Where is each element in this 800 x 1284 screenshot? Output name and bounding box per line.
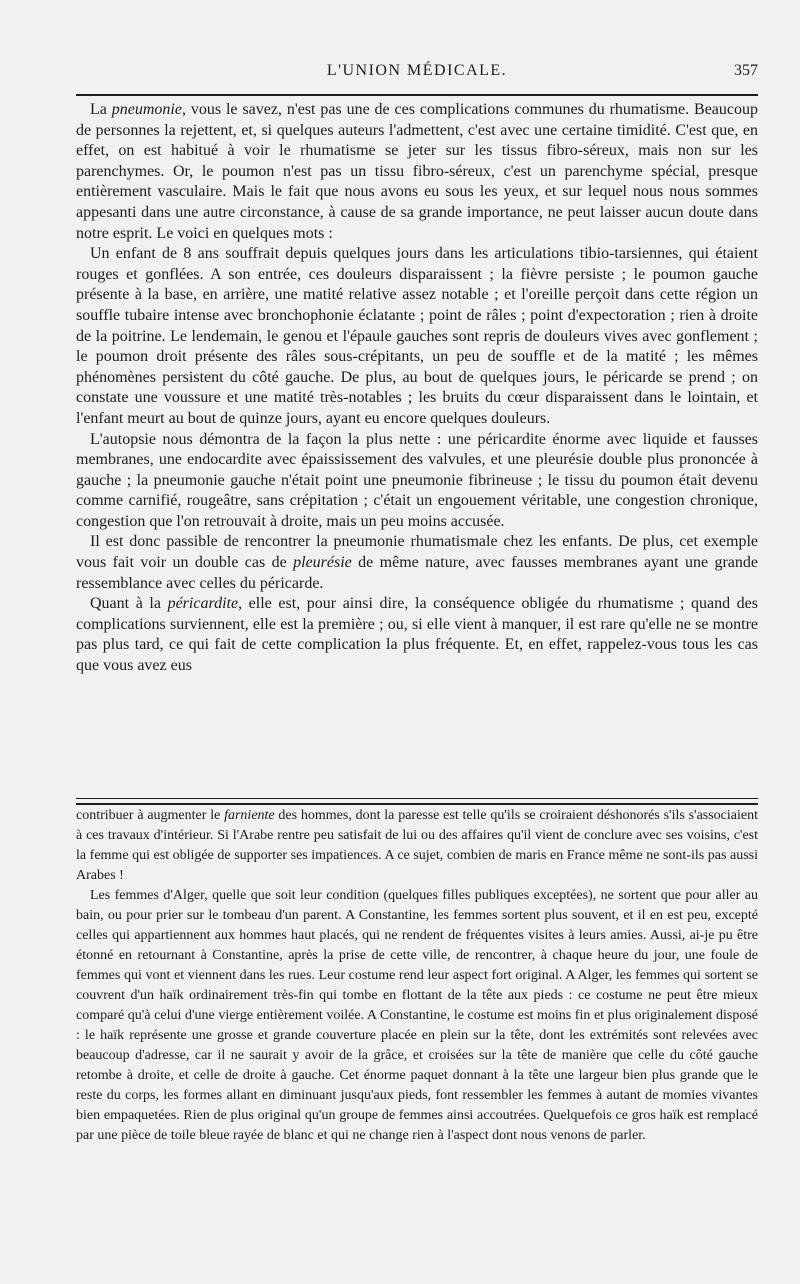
header-rule — [76, 94, 758, 96]
paragraph-pleuresie: Il est donc passible de rencontrer la pneumonie rhumatismale chez les enfants. De plus, cet exemple vous fait voir un double cas de pleurésie de même nature, avec fausses membranes ayant une grande ressemblance avec celles du péricarde. — [76, 533, 758, 592]
footnote — [76, 806, 758, 1146]
paragraph-autopsie: L'autopsie nous démontra de la façon la plus nette : une péricardite énorme avec liquide et fausses membranes, une endocardite avec épaississement des valvules, et une pleurésie double plus prononcée à gauche ; la pneumonie gauche n'était point une pneumonie fibrineuse ; le tissu du poumon était devenu comme carnifié, rougeâtre, sans crépitation ; c'était un engouement véritable, une congestion chronique, congestion que l'on retrouvait à droite, mais un peu moins accusée. — [76, 430, 758, 530]
page-header — [76, 56, 758, 90]
footnote-paragraph-farniente: contribuer à augmenter le farniente des hommes, dont la paresse est telle qu'ils se croiraient déshonorés s'ils s'associaient à ces travaux d'intérieur. Si l'Arabe rentre peu satisfait de lui ou des affaires qu'il vient de conclure avec ses voisins, c'est la femme qui est obligée de supporter ses impatiences. A ce sujet, combien de maris en France même ne sont-ils pas aussi Arabes ! — [76, 808, 758, 883]
main-text — [76, 100, 758, 677]
document-page — [76, 56, 758, 1236]
paragraph-pneumonie: La pneumonie, vous le savez, n'est pas une de ces complications communes du rhumatisme. Beaucoup de personnes la rejettent, et, si quelques auteurs l'admettent, c'est avec une certaine timidité. C'est que, en effet, on est habitué à voir le rhumatisme se jeter sur les tissus fibro-séreux, mais non sur les parenchymes. Or, le poumon n'est pas un tissu fibro-séreux, c'est un parenchyme spécial, presque entièrement vasculaire. Mais le fait que nous avons eu sous les yeux, et sur lequel nous nous sommes appesanti dans une autre circonstance, à cause de sa grande importance, ne peut laisser aucun doute dans notre esprit. Le voici en quelques mots : — [76, 101, 759, 242]
italic-term: pleurésie — [293, 554, 352, 572]
footnote-separator — [76, 798, 758, 805]
running-title: L'UNION MÉDICALE. — [326, 62, 508, 79]
italic-term: pneumonie — [111, 101, 182, 118]
footnote-paragraph-femmes: Les femmes d'Alger, quelle que soit leur condition (quelques filles publiques exceptées), ne sortent que pour aller au bain, ou pour prier sur le tombeau d'un parent. A Constantine, les femmes sortent plus souvent, et il en est peu, excepté celles qui appartiennent aux hommes haut placés, qui ne rendent de fréquentes visites à leurs amies. Aussi, ai-je pu être étonné en retournant à Constantine, après la prise de cette ville, de rencontrer, à chaque heure du jour, une foule de femmes qui vont et viennent dans les rues. Leur costume rend leur aspect fort original. A Alger, les femmes qui sortent se couvrent d'un haïk ordinairement très-fin qui tombe en flottant de la tête aux pieds : ce costume ne peut être mieux comparé qu'à celui d'une vierge entièrement voilée. A Constantine, le costume est moins fin et plus originalement disposé : le haïk représente une grosse et grande couverture placée en plein sur la tête, dont les extrémités sont relevées avec beaucoup d'adresse, car il ne saurait y avoir de la grâce, et croisées sur la tête de manière que celle du côté gauche retombe à droite, et celle de droite à gauche. Cet énorme paquet donnant à la tête une largeur bien plus grande que le reste du corps, les formes allant en diminuant jusqu'aux pieds, font ressembler les femmes à autant de momies vivantes bien empaquetées. Rien de plus original qu'un groupe de femmes ainsi accoutrées. Quelquefois ce gros haïk est remplacé par une pièce de toile bleue rayée de blanc et qui ne change rien à l'aspect dont nous venons de parler. — [76, 888, 758, 1143]
paragraph-pericardite: Quant à la péricardite, elle est, pour ainsi dire, la conséquence obligée du rhumatisme ; quand des complications surviennent, elle est la première ; ou, si elle vient à manquer, il est rare qu'elle ne se montre pas plus tard, ce qui fait de cette complication la plus fréquente. Et, en effet, rappelez-vous tous les cas que vous avez eus — [76, 595, 759, 675]
italic-term: péricardite — [167, 595, 239, 613]
italic-term: farniente — [224, 808, 275, 823]
page-number: 357 — [734, 62, 758, 79]
paragraph-case: Un enfant de 8 ans souffrait depuis quelques jours dans les articulations tibio-tarsiennes, qui étaient rouges et gonflées. A son entrée, ces douleurs disparaissent ; la fièvre persiste ; le poumon gauche présente à la base, en arrière, une matité relative assez notable ; et l'oreille perçoit dans cette région un souffle tubaire intense avec bronchophonie éclatante ; point de râles ; point d'expectoration ; rien à droite de la poitrine. Le lendemain, le genou et l'épaule gauches sont repris de douleurs vives avec gonflement ; le poumon droit présente des râles sous-crépitants, un peu de souffle et de la matité ; les mêmes phénomènes persistent du côté gauche. De plus, au bout de quelques jours, le péricarde se prend ; on constate une voussure et une matité très-notables ; les bruits du cœur disparaissent dans le lointain, et l'enfant meurt au bout de quinze jours, ayant eu encore quelques douleurs. — [76, 245, 758, 427]
